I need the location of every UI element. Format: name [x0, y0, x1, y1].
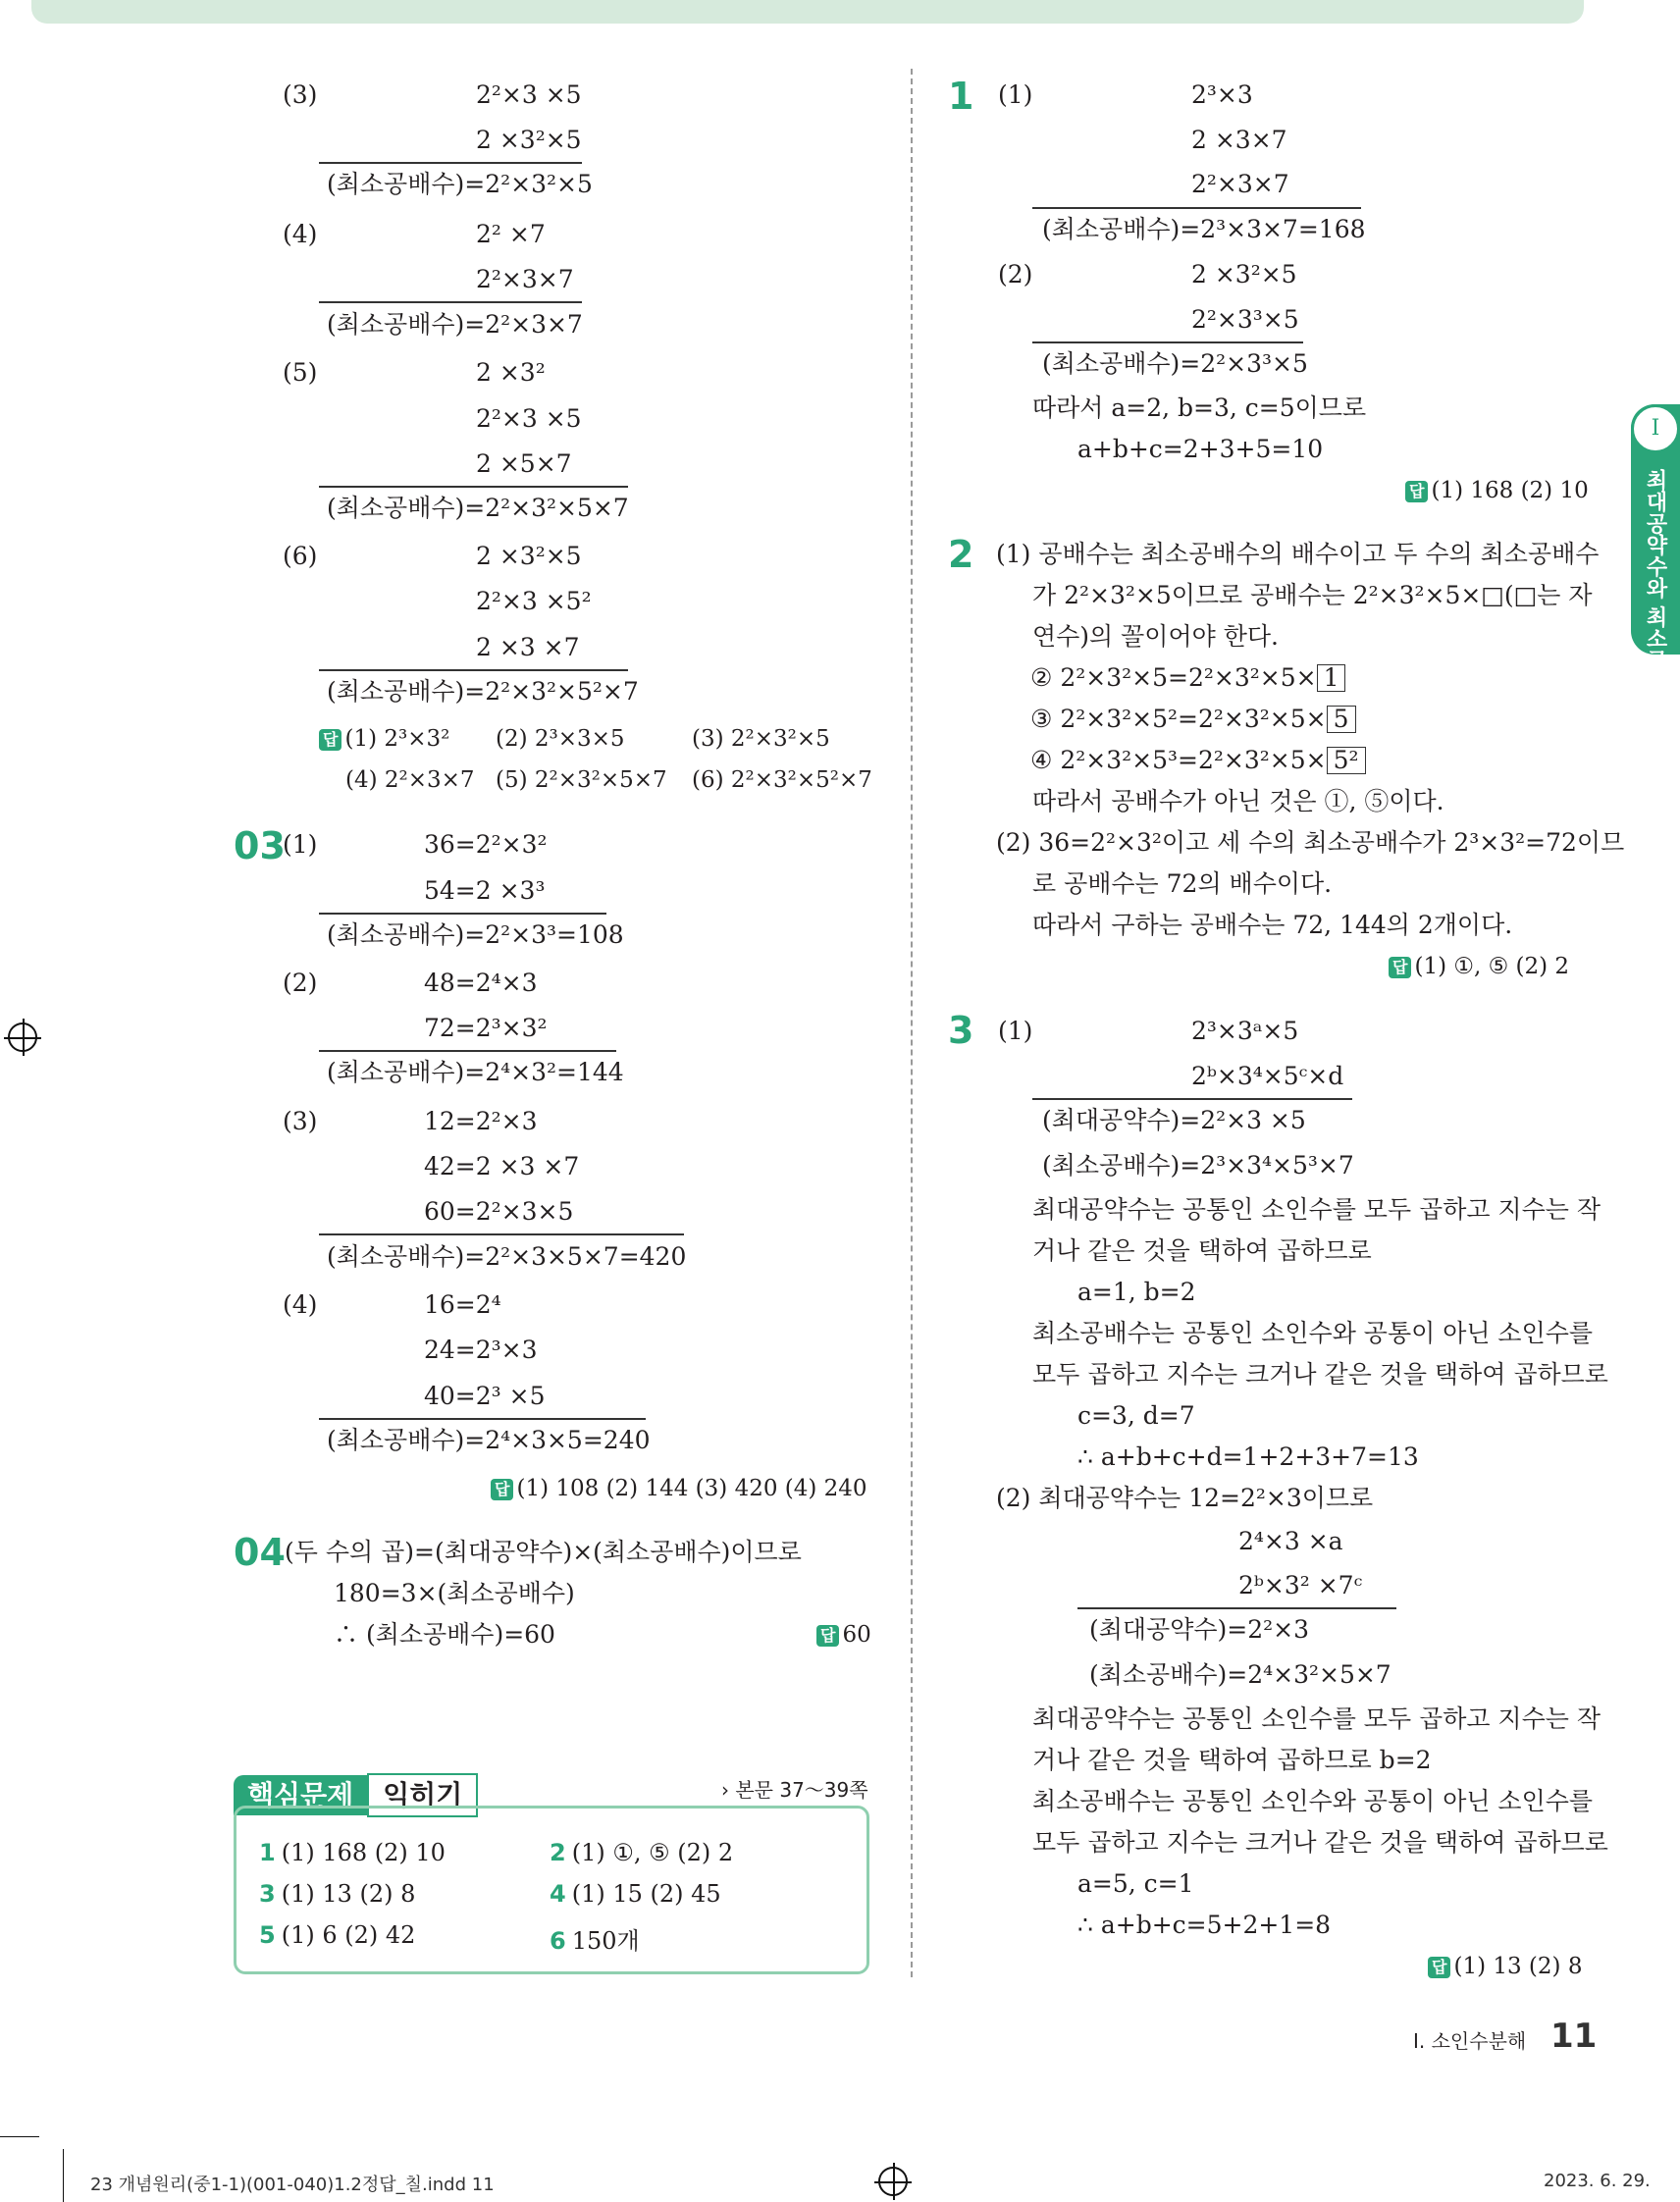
panel-item: [259, 1839, 446, 1866]
panel-item-number: 3: [259, 1880, 276, 1908]
q3-line12: 모두 곱하고 지수는 크거나 같은 것을 택하여 곱하므로: [1032, 1828, 1608, 1857]
left-p3-lcm: (최소공배수)=2²×3²×5: [327, 170, 593, 198]
problem-number-04: 04: [234, 1531, 286, 1574]
answer-02-4: (4) 2²×3×7: [345, 767, 475, 793]
panel-item-text: (1) 13 (2) 8: [281, 1880, 416, 1908]
panel-item-text: 150개: [571, 1927, 640, 1955]
q03-p2-row2: 72=2³×3²: [424, 1014, 548, 1042]
panel-item: [259, 1921, 415, 1949]
panel-title-sub: 익히기: [367, 1773, 478, 1817]
problem-number-1: 1: [948, 75, 974, 118]
q3-p1-row1: 2³×3ᵃ×5: [1191, 1017, 1299, 1045]
q3-line9: 최대공약수는 공통인 소인수를 모두 곱하고 지수는 작: [1032, 1704, 1601, 1733]
q3-p2-gcd: (최대공약수)=2²×3: [1089, 1615, 1309, 1644]
q3-p1-lcm: (최소공배수)=2³×3⁴×5³×7: [1042, 1151, 1354, 1180]
answer-1: [1405, 476, 1589, 505]
left-p3-row2: 2 ×3²×5: [476, 126, 582, 154]
answer-02-5: (5) 2²×3²×5×7: [496, 767, 667, 793]
left-p5-row1: 2 ×3²: [476, 358, 546, 387]
q3-line8: (2) 최대공약수는 12=2²×3이므로: [996, 1484, 1374, 1512]
panel-title-main: 핵심문제: [234, 1775, 367, 1815]
panel-item-number: 2: [550, 1839, 566, 1866]
q1-p1-row3: 2²×3×7: [1191, 170, 1289, 198]
problem-number-3: 3: [948, 1009, 974, 1052]
panel-item-number: 1: [259, 1839, 276, 1866]
q1-p2-row2: 2²×3³×5: [1191, 305, 1299, 334]
answer-03: [491, 1474, 867, 1503]
q3-line4: 최소공배수는 공통인 소인수와 공통이 아닌 소인수를: [1032, 1319, 1594, 1347]
rule: [319, 486, 628, 488]
answer-02-2: (2) 2³×3×5: [496, 726, 625, 752]
problem-number-03: 03: [234, 824, 286, 867]
rule: [319, 1418, 646, 1420]
q3-p1-gcd: (최대공약수)=2²×3 ×5: [1042, 1106, 1306, 1134]
q3-line3: a=1, b=2: [1077, 1278, 1196, 1306]
panel-item-text: (1) 15 (2) 45: [571, 1880, 721, 1908]
q3-line14: ∴ a+b+c=5+2+1=8: [1077, 1911, 1332, 1939]
panel-item: [550, 1880, 721, 1908]
rule: [1077, 1607, 1396, 1609]
q2-line6: 로 공배수는 72의 배수이다.: [1032, 869, 1333, 898]
rule: [1032, 341, 1303, 343]
rule: [1032, 1098, 1352, 1100]
left-p4-row2: 2²×3×7: [476, 265, 574, 293]
left-p6-lcm: (최소공배수)=2²×3²×5²×7: [327, 677, 639, 706]
q03-p4-row2: 24=2³×3: [424, 1336, 538, 1364]
q2-choice-2-box: 1: [1317, 664, 1346, 692]
rule: [319, 301, 582, 303]
q2-line2: 가 2²×3²×5이므로 공배수는 2²×3²×5×□(□는 자: [1032, 581, 1593, 609]
q03-p3-row3: 60=2²×3×5: [424, 1197, 574, 1226]
q03-p1-row2: 54=2 ×3³: [424, 876, 546, 905]
q3-line6: c=3, d=7: [1077, 1401, 1195, 1430]
q2-choice-3: [1030, 705, 1356, 734]
panel-item-text: (1) ①, ⑤ (2) 2: [571, 1839, 734, 1866]
answer-03-text: (1) 108 (2) 144 (3) 420 (4) 240: [516, 1476, 867, 1501]
q1-p1-lcm: (최소공배수)=2³×3×7=168: [1042, 215, 1366, 243]
answer-tag: 답: [816, 1625, 839, 1647]
q3-p2-lcm: (최소공배수)=2⁴×3²×5×7: [1089, 1660, 1391, 1689]
q3-line10: 거나 같은 것을 택하여 곱하므로 b=2: [1032, 1746, 1432, 1774]
page-number: 11: [1550, 2017, 1598, 2056]
q2-line4: 따라서 공배수가 아닌 것은 ①, ⑤이다.: [1032, 787, 1444, 815]
q04-line2: 180=3×(최소공배수): [334, 1579, 575, 1607]
answer-2-text: (1) ①, ⑤ (2) 2: [1414, 954, 1570, 979]
panel-item-number: 5: [259, 1921, 276, 1949]
q03-p3-row1: 12=2²×3: [424, 1107, 538, 1135]
answer-02-row1: [319, 724, 449, 754]
q04-line3: ∴ (최소공배수)=60: [334, 1620, 555, 1649]
left-p3-label: (3): [283, 80, 318, 109]
q3-p2-row2: 2ᵇ×3² ×7ᶜ: [1238, 1571, 1363, 1599]
answer-02-6: (6) 2²×3²×5²×7: [692, 767, 872, 793]
q2-line7: 따라서 구하는 공배수는 72, 144의 2개이다.: [1032, 911, 1513, 939]
answer-3: [1428, 1952, 1582, 1981]
top-band: [31, 0, 1584, 24]
answer-1-text: (1) 168 (2) 10: [1431, 478, 1589, 503]
q03-p2-row1: 48=2⁴×3: [424, 969, 538, 997]
q2-choice-4-text: ④ 2²×3²×5³=2²×3²×5×: [1030, 746, 1327, 774]
rule: [319, 913, 606, 915]
crop-mark: [0, 2136, 39, 2137]
rule: [1032, 207, 1361, 209]
answer-02-3: (3) 2²×3²×5: [692, 726, 830, 752]
footer-date: 2023. 6. 29.: [1544, 2171, 1651, 2191]
panel-item-text: (1) 6 (2) 42: [281, 1921, 416, 1949]
problem-number-2: 2: [948, 533, 974, 576]
q03-p2-label: (2): [283, 969, 318, 997]
q1-p1-label: (1): [998, 80, 1033, 109]
q03-p4-label: (4): [283, 1290, 318, 1319]
q3-line11: 최소공배수는 공통인 소인수와 공통이 아닌 소인수를: [1032, 1787, 1594, 1815]
panel-item-text: (1) 168 (2) 10: [281, 1839, 446, 1866]
left-p5-row3: 2 ×5×7: [476, 449, 572, 478]
answer-tag: 답: [1405, 481, 1428, 502]
panel-item: [550, 1921, 640, 1956]
answer-tag: 답: [491, 1479, 513, 1500]
q03-p3-lcm: (최소공배수)=2²×3×5×7=420: [327, 1242, 687, 1271]
answer-tag: 답: [1389, 957, 1411, 978]
q3-line2: 거나 같은 것을 택하여 곱하므로: [1032, 1236, 1372, 1265]
panel-item: [259, 1880, 415, 1908]
answer-04: [816, 1620, 871, 1650]
answer-tag: 답: [319, 729, 341, 751]
q3-line13: a=5, c=1: [1077, 1869, 1194, 1898]
q04-line1: (두 수의 곱)=(최대공약수)×(최소공배수)이므로: [285, 1538, 802, 1566]
q1-p2-row1: 2 ×3²×5: [1191, 260, 1297, 288]
chapter-side-label: 최대공약수와 최소공배수: [1643, 469, 1667, 714]
q03-p3-label: (3): [283, 1107, 318, 1135]
rule: [319, 1233, 684, 1235]
panel-item-number: 6: [550, 1927, 566, 1955]
registration-mark-icon: [8, 1022, 37, 1052]
chapter-number-circle: I: [1631, 404, 1680, 453]
q3-p1-row2: 2ᵇ×3⁴×5ᶜ×d: [1191, 1062, 1344, 1090]
left-p4-lcm: (최소공배수)=2²×3×7: [327, 310, 583, 339]
q03-p1-label: (1): [283, 830, 318, 859]
answer-04-text: 60: [842, 1622, 871, 1648]
q03-p1-row1: 36=2²×3²: [424, 830, 548, 859]
left-p5-label: (5): [283, 358, 318, 387]
q1-line1: 따라서 a=2, b=3, c=5이므로: [1032, 393, 1367, 422]
q3-line1: 최대공약수는 공통인 소인수를 모두 곱하고 지수는 작: [1032, 1195, 1601, 1224]
left-p4-row1: 2² ×7: [476, 220, 546, 248]
q2-choice-3-box: 5: [1327, 706, 1356, 733]
q2-line1: (1) 공배수는 최소공배수의 배수이고 두 수의 최소공배수: [996, 540, 1600, 568]
q3-p2-row1: 2⁴×3 ×a: [1238, 1527, 1343, 1555]
answer-02-1: (1) 2³×3²: [344, 726, 450, 752]
q1-p1-row1: 2³×3: [1191, 80, 1253, 109]
q3-p1-label: (1): [998, 1017, 1033, 1045]
crop-mark: [63, 2149, 64, 2202]
page-section-label: Ⅰ. 소인수분해: [1413, 2029, 1527, 2053]
q03-p4-row3: 40=2³ ×5: [424, 1382, 546, 1410]
panel-item: [550, 1839, 733, 1866]
left-p4-label: (4): [283, 220, 318, 248]
answer-3-text: (1) 13 (2) 8: [1453, 1954, 1583, 1979]
q2-choice-2-text: ② 2²×3²×5=2²×3²×5×: [1030, 663, 1317, 692]
q1-p2-lcm: (최소공배수)=2²×3³×5: [1042, 349, 1308, 378]
left-p3-row1: 2²×3 ×5: [476, 80, 582, 109]
q2-choice-4-box: 5²: [1327, 747, 1366, 774]
q03-p2-lcm: (최소공배수)=2⁴×3²=144: [327, 1058, 624, 1086]
left-p5-row2: 2²×3 ×5: [476, 404, 582, 433]
left-p6-row3: 2 ×3 ×7: [476, 633, 580, 661]
q1-p2-label: (2): [998, 260, 1033, 288]
left-p5-lcm: (최소공배수)=2²×3²×5×7: [327, 494, 629, 522]
footer-file-name: 23 개념원리(중1-1)(001-040)1.2정답_칠.indd 11: [90, 2175, 495, 2195]
registration-mark-icon: [878, 2167, 908, 2196]
left-p6-row1: 2 ×3²×5: [476, 542, 582, 570]
q2-line3: 연수)의 꼴이어야 한다.: [1032, 622, 1279, 651]
answer-2: [1389, 952, 1569, 981]
q3-line5: 모두 곱하고 지수는 크거나 같은 것을 택하여 곱하므로: [1032, 1360, 1608, 1389]
left-p6-row2: 2²×3 ×5²: [476, 587, 592, 615]
rule: [319, 1050, 616, 1052]
panel-item-number: 4: [550, 1880, 566, 1908]
q1-p1-row2: 2 ×3×7: [1191, 126, 1287, 154]
left-p6-label: (6): [283, 542, 318, 570]
panel-page-reference: › 본문 37～39쪽: [721, 1778, 868, 1802]
q03-p4-lcm: (최소공배수)=2⁴×3×5=240: [327, 1426, 651, 1454]
column-divider: [911, 69, 913, 1977]
answer-tag: 답: [1428, 1957, 1450, 1978]
q2-line5: (2) 36=2²×3²이고 세 수의 최소공배수가 2³×3²=72이므: [996, 828, 1625, 857]
q03-p3-row2: 42=2 ×3 ×7: [424, 1152, 580, 1180]
q03-p4-row1: 16=2⁴: [424, 1290, 501, 1319]
q1-line2: a+b+c=2+3+5=10: [1077, 435, 1324, 463]
rule: [319, 162, 582, 164]
q3-line7: ∴ a+b+c+d=1+2+3+7=13: [1077, 1442, 1419, 1471]
q03-p1-lcm: (최소공배수)=2²×3³=108: [327, 920, 624, 949]
q2-choice-3-text: ③ 2²×3²×5²=2²×3²×5×: [1030, 705, 1327, 733]
q2-choice-2: [1030, 663, 1345, 693]
q2-choice-4: [1030, 746, 1366, 775]
rule: [319, 669, 628, 671]
